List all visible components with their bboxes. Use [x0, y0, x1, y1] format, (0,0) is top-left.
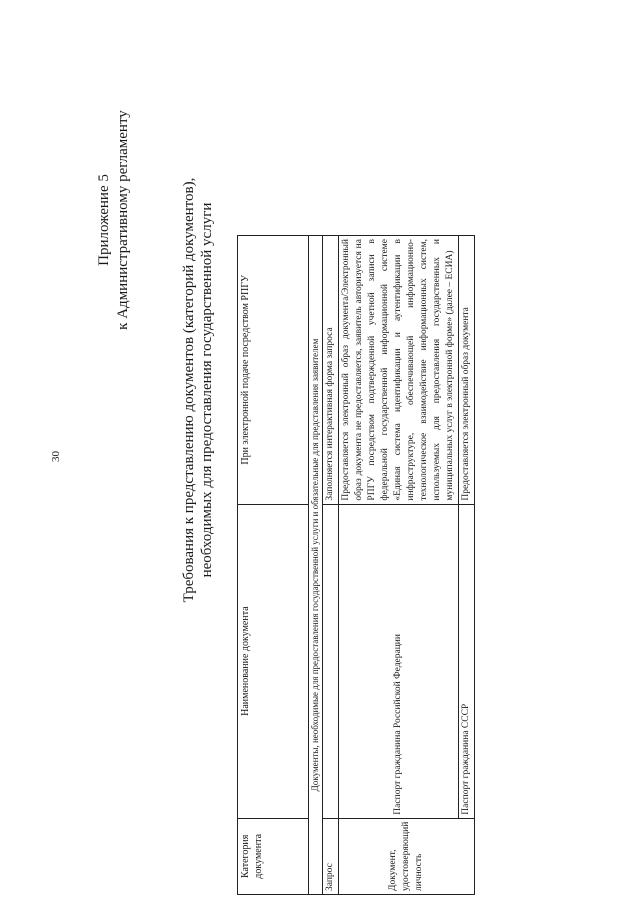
appendix-number: Приложение 5	[96, 174, 112, 266]
requirements-table	[237, 235, 475, 895]
title-line-1: Требования к представлению документов (категорий документов),	[181, 177, 197, 603]
row-category: Документ, удостоверяющий личность	[339, 818, 475, 894]
header-document: Наименование документа	[238, 504, 309, 818]
table-header-row	[238, 236, 309, 895]
title-line-2: необходимых для предоставления государственной услуги	[199, 202, 215, 578]
row-document: Паспорт гражданина СССР	[459, 504, 475, 818]
table-row	[323, 236, 339, 895]
document-title	[180, 110, 216, 670]
appendix-header	[95, 10, 133, 430]
page-number: 30	[50, 451, 62, 462]
section-title: Документы, необходимые для предоставления государственной услуги и обязательные для представления заявителем	[309, 236, 323, 895]
header-electronic: При электронной подаче посредством РПГУ	[238, 236, 309, 505]
row-electronic: Предоставляется электронный образ документа	[459, 236, 475, 505]
row-document	[323, 504, 339, 818]
row-document: Паспорт гражданина Российской Федерации	[339, 504, 459, 818]
appendix-reference: к Административному регламенту	[115, 110, 131, 330]
row-electronic: Заполняется интерактивная форма запроса	[323, 236, 339, 505]
table-row	[459, 236, 475, 895]
row-electronic: Предоставляется электронный образ документа/Электронный образ документа не предоставляется, заявитель авторизуется на РПГУ посредством подтвержденной учетной записи в федеральной государственной информационной системе «Единая система идентификации и аутентификации в инфраструктуре, обеспечивающей информационно-технологическое взаимодействие информационных систем, используемых для предоставления государственных и муниципальных услуг в электронной форме» (далее – ЕСИА)	[339, 236, 459, 505]
row-category: Запрос	[323, 818, 339, 894]
table-row	[339, 236, 459, 895]
section-row	[309, 236, 323, 895]
header-category: Категория документа	[238, 818, 309, 894]
